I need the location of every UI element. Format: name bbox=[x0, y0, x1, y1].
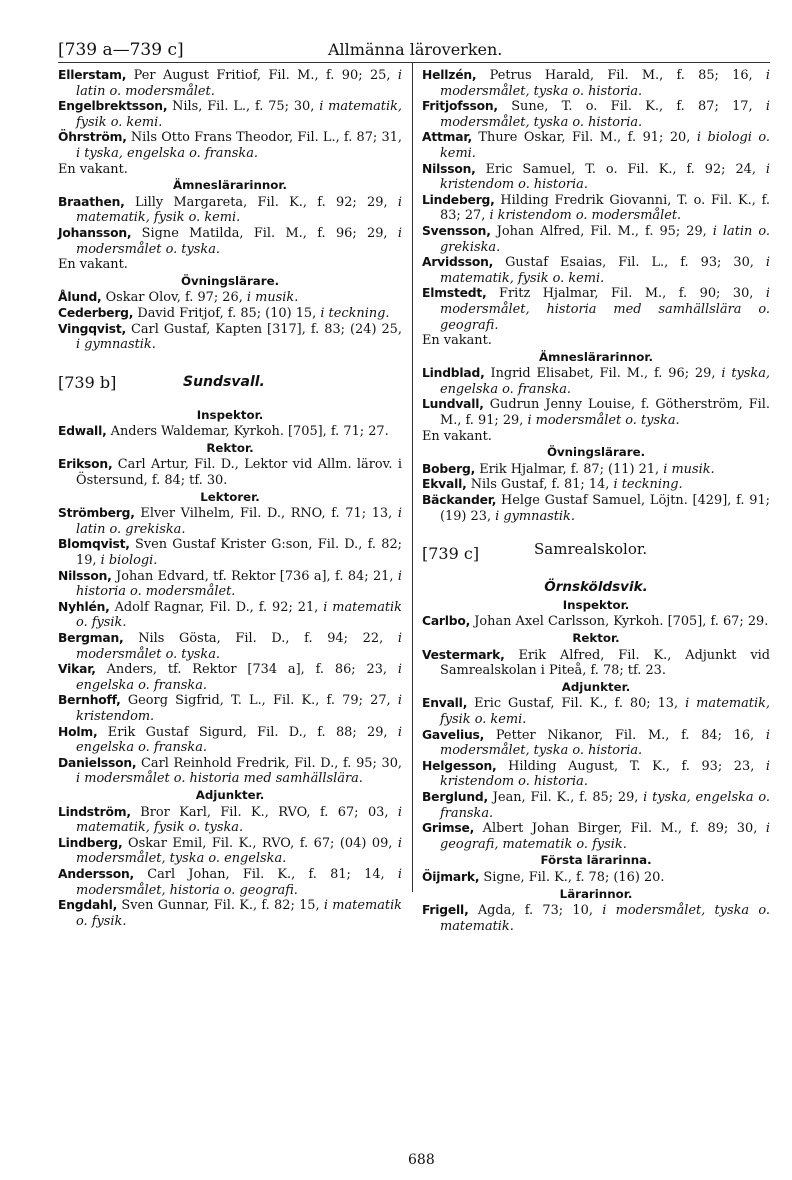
staff-name: Fritjofsson, bbox=[422, 99, 498, 114]
staff-subjects: i tyska, engelska o. franska. bbox=[440, 789, 770, 821]
staff-entry bbox=[422, 286, 770, 333]
staff-details: Erik Gustaf Sigurd, Fil. D., f. 88; 29, bbox=[97, 724, 398, 740]
staff-details: Hilding August, T. K., f. 93; 23, bbox=[496, 758, 766, 774]
staff-name: Bäckander, bbox=[422, 493, 497, 508]
staff-subjects: i latin o. grekiska. bbox=[440, 223, 770, 255]
left-column bbox=[58, 68, 402, 929]
staff-name: Öhrström, bbox=[58, 130, 127, 145]
role-heading: Rektor. bbox=[206, 440, 254, 455]
staff-name: Carlbo, bbox=[422, 614, 471, 629]
staff-details: Signe, Fil. K., f. 78; (16) 20. bbox=[479, 869, 665, 885]
role-heading: Adjunkter. bbox=[195, 787, 265, 802]
staff-subjects: i biologi o. kemi. bbox=[440, 130, 771, 161]
staff-entry bbox=[422, 193, 770, 224]
staff-name: Danielsson, bbox=[58, 755, 137, 770]
staff-subjects: i matematik, fysik o. kemi. bbox=[440, 255, 770, 286]
right-column bbox=[422, 68, 770, 934]
staff-entry bbox=[58, 867, 402, 898]
staff-entry bbox=[422, 790, 770, 821]
staff-name: Nilsson, bbox=[422, 161, 476, 176]
staff-name: Lindberg, bbox=[58, 835, 123, 850]
staff-entry bbox=[58, 631, 402, 662]
staff-entry bbox=[58, 805, 402, 836]
staff-details: Anders, tf. Rektor [734 a], f. 86; 23, bbox=[95, 662, 398, 678]
staff-entry bbox=[422, 903, 770, 934]
staff-name: Vestermark, bbox=[422, 647, 505, 662]
staff-details: Thure Oskar, Fil. M., f. 91; 20, bbox=[471, 130, 697, 146]
staff-details: Carl Reinhold Fredrik, Fil. D., f. 95; 30, bbox=[136, 755, 402, 771]
staff-subjects: i geografi, matematik o. fysik. bbox=[440, 821, 770, 852]
section-code: [739 b] bbox=[58, 372, 117, 392]
staff-name: Vikar, bbox=[58, 662, 96, 677]
staff-name: Öijmark, bbox=[422, 869, 480, 884]
staff-name: Bergman, bbox=[58, 631, 124, 645]
staff-details: Petrus Harald, Fil. M., f. 85; 16, bbox=[476, 68, 766, 83]
staff-details: Gudrun Jenny Louise, f. Götherström, Fil. M., f. 91; 29, bbox=[440, 397, 770, 429]
role-heading: Ämneslärarinnor. bbox=[538, 349, 653, 364]
staff-name: Lindeberg, bbox=[422, 192, 495, 207]
staff-name: Lindblad, bbox=[422, 366, 485, 381]
staff-details: Signe Matilda, Fil. M., f. 96; 29, bbox=[131, 225, 398, 241]
staff-subjects: i historia o. modersmålet. bbox=[76, 568, 402, 600]
section-code: [739 c] bbox=[422, 544, 480, 564]
role-heading: Ämneslärarinnor. bbox=[172, 178, 287, 193]
staff-name: Engelbrektsson, bbox=[58, 99, 168, 114]
staff-name: Boberg, bbox=[422, 461, 476, 476]
staff-name: Erikson, bbox=[58, 457, 113, 472]
staff-entry bbox=[58, 898, 402, 929]
staff-details: Hilding Fredrik Giovanni, T. o. Fil. K., f. 83; 27, bbox=[440, 192, 770, 224]
header-title: Allmänna läroverken. bbox=[328, 40, 503, 59]
staff-entry bbox=[58, 836, 402, 867]
staff-details: Carl Gustaf, Kapten [317], f. 83; (24) 25, bbox=[125, 321, 402, 337]
staff-details: Bror Karl, Fil. K., RVO, f. 67; 03, bbox=[130, 804, 398, 820]
staff-name: Bernhoff, bbox=[58, 693, 121, 708]
page-header bbox=[58, 40, 770, 63]
staff-entry bbox=[422, 728, 770, 759]
staff-entry bbox=[422, 462, 770, 478]
section-title: Samrealskolor. bbox=[534, 540, 648, 559]
staff-subjects: i matematik, fysik o. kemi. bbox=[440, 696, 771, 727]
staff-name: Edwall, bbox=[58, 424, 107, 439]
staff-name: Svensson, bbox=[422, 223, 491, 238]
staff-entry bbox=[58, 424, 402, 440]
staff-name: Berglund, bbox=[422, 789, 488, 804]
staff-details: Elver Vilhelm, Fil. D., RNO, f. 71; 13, bbox=[134, 506, 398, 522]
staff-subjects: i matematik, fysik o. tyska. bbox=[76, 804, 402, 836]
staff-subjects: i teckning. bbox=[320, 305, 390, 321]
staff-entry bbox=[58, 322, 402, 353]
staff-subjects: i modersmålet, historia med samhällslära o. geografi. bbox=[440, 286, 770, 333]
staff-name: Vingqvist, bbox=[58, 321, 126, 336]
role-heading: Adjunkter. bbox=[561, 679, 631, 694]
staff-subjects: i modersmålet, tyska o. historia. bbox=[440, 99, 770, 130]
staff-subjects: i modersmålet o. historia med samhällslära. bbox=[76, 771, 363, 787]
staff-subjects: i kristendom o. historia. bbox=[440, 161, 770, 193]
staff-subjects: i matematik o. fysik. bbox=[76, 898, 402, 929]
staff-name: Frigell, bbox=[422, 903, 469, 918]
staff-entry bbox=[58, 457, 402, 488]
staff-details: Johan Edvard, tf. Rektor [736 a], f. 84; 21, bbox=[111, 568, 398, 584]
staff-details: Johan Alfred, Fil. M., f. 95; 29, bbox=[490, 223, 713, 239]
vacancy-note: En vakant. bbox=[422, 428, 492, 444]
staff-name: Andersson, bbox=[58, 866, 134, 881]
staff-name: Engdahl, bbox=[58, 898, 118, 913]
staff-name: Nilsson, bbox=[58, 568, 112, 583]
vacancy-note: En vakant. bbox=[58, 161, 128, 177]
staff-entry bbox=[422, 366, 770, 397]
vacancy-note: En vakant. bbox=[58, 257, 128, 273]
staff-entry bbox=[58, 662, 402, 693]
role-heading: Lektorer. bbox=[200, 489, 260, 504]
staff-subjects: i teckning. bbox=[613, 477, 683, 493]
staff-subjects: i modersmålet, tyska o. historia. bbox=[440, 68, 770, 99]
staff-name: Holm, bbox=[58, 724, 98, 739]
page-number: 688 bbox=[408, 1152, 435, 1168]
staff-subjects: i engelska o. franska. bbox=[76, 662, 402, 693]
staff-details: Ingrid Elisabet, Fil. M., f. 96; 29, bbox=[484, 366, 722, 382]
staff-entry bbox=[422, 759, 770, 790]
staff-details: Erik Alfred, Fil. K., Adjunkt vid Samrealskolan i Piteå, f. 78; tf. 23. bbox=[440, 647, 770, 679]
staff-subjects: i latin o. modersmålet. bbox=[76, 68, 402, 99]
section-heading bbox=[58, 367, 402, 407]
staff-entry bbox=[58, 600, 402, 631]
staff-details: Lilly Margareta, Fil. K., f. 92; 29, bbox=[124, 194, 398, 210]
role-heading: Övningslärare. bbox=[546, 445, 646, 460]
staff-details: Nils Gösta, Fil. D., f. 94; 22, bbox=[123, 631, 398, 646]
staff-entry bbox=[422, 696, 770, 727]
staff-name: Cederberg, bbox=[58, 305, 134, 320]
staff-entry bbox=[58, 99, 402, 130]
staff-details: Petter Nikanor, Fil. M., f. 84; 16, bbox=[484, 727, 766, 743]
staff-details: Helge Gustaf Samuel, Löjtn. [429], f. 91; (19) 23, bbox=[440, 493, 770, 524]
staff-name: Lundvall, bbox=[422, 397, 484, 412]
staff-subjects: i modersmålet, tyska o. historia. bbox=[440, 727, 770, 759]
staff-entry bbox=[422, 162, 770, 193]
staff-subjects: i tyska, engelska o. franska. bbox=[76, 145, 258, 161]
staff-entry bbox=[58, 537, 402, 568]
role-heading: Inspektor. bbox=[196, 407, 264, 422]
staff-name: Nyhlén, bbox=[58, 599, 110, 614]
staff-entry bbox=[58, 226, 402, 257]
staff-subjects: i matematik, fysik o. kemi. bbox=[76, 99, 402, 130]
staff-name: Ekvall, bbox=[422, 477, 467, 492]
staff-subjects: i modersmålet, historia o. geografi. bbox=[76, 866, 402, 898]
staff-details: Agda, f. 73; 10, bbox=[468, 903, 603, 919]
staff-subjects: i gymnastik. bbox=[76, 337, 156, 353]
staff-name: Ellerstam, bbox=[58, 68, 127, 82]
staff-details: Eric Gustaf, Fil. K., f. 80; 13, bbox=[467, 696, 686, 712]
staff-subjects: i latin o. grekiska. bbox=[76, 506, 402, 537]
staff-details: Albert Johan Birger, Fil. M., f. 89; 30, bbox=[474, 821, 766, 837]
staff-name: Attmar, bbox=[422, 130, 472, 145]
staff-subjects: i engelska o. franska. bbox=[76, 724, 402, 756]
staff-name: Hellzén, bbox=[422, 68, 477, 82]
role-heading: Övningslärare. bbox=[180, 273, 280, 288]
staff-entry bbox=[422, 477, 770, 493]
staff-name: Helgesson, bbox=[422, 758, 497, 773]
staff-subjects: i modersmålet o. tyska. bbox=[76, 631, 402, 662]
staff-subjects: i kristendom o. historia. bbox=[440, 758, 770, 790]
role-heading: Lärarinnor. bbox=[559, 886, 633, 901]
staff-subjects: i gymnastik. bbox=[495, 508, 575, 524]
staff-details: Per August Fritiof, Fil. M., f. 90; 25, bbox=[126, 68, 398, 83]
staff-entry bbox=[58, 569, 402, 600]
staff-entry bbox=[58, 756, 402, 787]
staff-name: Braathen, bbox=[58, 194, 125, 209]
staff-subjects: i modersmålet, tyska o. engelska. bbox=[76, 835, 402, 867]
staff-subjects: i modersmålet, tyska o. matematik. bbox=[440, 903, 770, 934]
staff-name: Envall, bbox=[422, 696, 468, 711]
staff-entry bbox=[58, 130, 402, 161]
role-heading: Inspektor. bbox=[562, 597, 630, 612]
staff-entry bbox=[422, 68, 770, 99]
staff-name: Strömberg, bbox=[58, 506, 135, 521]
staff-subjects: i kristendom. bbox=[76, 693, 402, 724]
staff-entry bbox=[58, 306, 402, 322]
staff-details: Nils Gustaf, f. 81; 14, bbox=[466, 477, 614, 493]
staff-details: Eric Samuel, T. o. Fil. K., f. 92; 24, bbox=[475, 161, 766, 177]
role-heading: Första lärarinna. bbox=[540, 853, 652, 868]
staff-entry bbox=[422, 397, 770, 428]
document-page bbox=[58, 40, 771, 1168]
staff-name: Arvidsson, bbox=[422, 255, 494, 270]
staff-details: Adolf Ragnar, Fil. D., f. 92; 21, bbox=[109, 599, 324, 615]
staff-entry bbox=[422, 99, 770, 130]
staff-entry bbox=[422, 255, 770, 286]
staff-entry bbox=[58, 693, 402, 724]
staff-details: Sven Gustaf Krister G:son, Fil. D., f. 82; 19, bbox=[76, 537, 402, 569]
staff-details: Gustaf Esaias, Fil. L., f. 93; 30, bbox=[493, 255, 766, 271]
staff-entry bbox=[58, 725, 402, 756]
staff-subjects: i matematik o. fysik. bbox=[76, 599, 402, 631]
staff-details: Oskar Emil, Fil. K., RVO, f. 67; (04) 09, bbox=[122, 835, 398, 851]
staff-details: Fritz Hjalmar, Fil. M., f. 90; 30, bbox=[486, 286, 766, 302]
staff-subjects: i kristendom o. modersmålet. bbox=[489, 208, 682, 224]
staff-details: David Fritjof, f. 85; (10) 15, bbox=[133, 305, 321, 321]
staff-entry bbox=[422, 821, 770, 852]
staff-name: Grimse, bbox=[422, 821, 475, 836]
staff-entry bbox=[422, 493, 770, 524]
staff-entry bbox=[422, 130, 770, 161]
staff-details: Anders Waldemar, Kyrkoh. [705], f. 71; 27. bbox=[106, 424, 389, 440]
section-title: Sundsvall. bbox=[183, 373, 265, 390]
staff-name: Lindström, bbox=[58, 804, 131, 819]
staff-details: Jean, Fil. K., f. 85; 29, bbox=[487, 789, 644, 805]
staff-entry bbox=[58, 195, 402, 226]
staff-entry bbox=[58, 506, 402, 537]
staff-name: Elmstedt, bbox=[422, 286, 487, 301]
staff-details: Sune, T. o. Fil. K., f. 87; 17, bbox=[497, 99, 766, 115]
town-heading: Örnsköldsvik. bbox=[544, 579, 648, 596]
staff-name: Blomqvist, bbox=[58, 537, 130, 552]
staff-subjects: i modersmålet o. tyska. bbox=[76, 225, 402, 257]
staff-name: Ålund, bbox=[58, 290, 102, 305]
staff-details: Sven Gunnar, Fil. K., f. 82; 15, bbox=[117, 898, 324, 914]
staff-name: Gavelius, bbox=[422, 727, 485, 742]
column-divider bbox=[412, 62, 413, 892]
staff-details: Johan Axel Carlsson, Kyrkoh. [705], f. 67; 29. bbox=[470, 614, 769, 630]
staff-entry bbox=[422, 614, 770, 630]
staff-subjects: i biologi. bbox=[100, 553, 158, 569]
staff-entry bbox=[422, 648, 770, 679]
role-heading: Rektor. bbox=[572, 631, 620, 645]
staff-details: Nils Otto Frans Theodor, Fil. L., f. 87; 31, bbox=[126, 130, 402, 146]
header-range: [739 a—739 c] bbox=[58, 40, 184, 60]
staff-details: Carl Artur, Fil. D., Lektor vid Allm. lärov. i Östersund, f. 84; tf. 30. bbox=[76, 457, 402, 489]
staff-subjects: i musik. bbox=[246, 290, 299, 306]
staff-subjects: i matematik, fysik o. kemi. bbox=[76, 194, 402, 226]
staff-entry bbox=[58, 290, 402, 306]
staff-subjects: i musik. bbox=[663, 461, 715, 477]
staff-entry bbox=[422, 870, 770, 886]
staff-details: Oskar Olov, f. 97; 26, bbox=[101, 290, 247, 306]
section-heading bbox=[422, 538, 770, 578]
staff-entry bbox=[422, 224, 770, 255]
staff-details: Nils, Fil. L., f. 75; 30, bbox=[167, 99, 320, 115]
staff-details: Erik Hjalmar, f. 87; (11) 21, bbox=[475, 461, 664, 477]
staff-entry bbox=[58, 68, 402, 99]
vacancy-note: En vakant. bbox=[422, 333, 492, 349]
staff-subjects: i tyska, engelska o. franska. bbox=[440, 366, 770, 397]
staff-subjects: i modersmålet o. tyska. bbox=[527, 413, 680, 429]
staff-details: Georg Sigfrid, T. L., Fil. K., f. 79; 27, bbox=[120, 693, 398, 709]
staff-name: Johansson, bbox=[58, 225, 132, 240]
staff-details: Carl Johan, Fil. K., f. 81; 14, bbox=[134, 866, 398, 882]
